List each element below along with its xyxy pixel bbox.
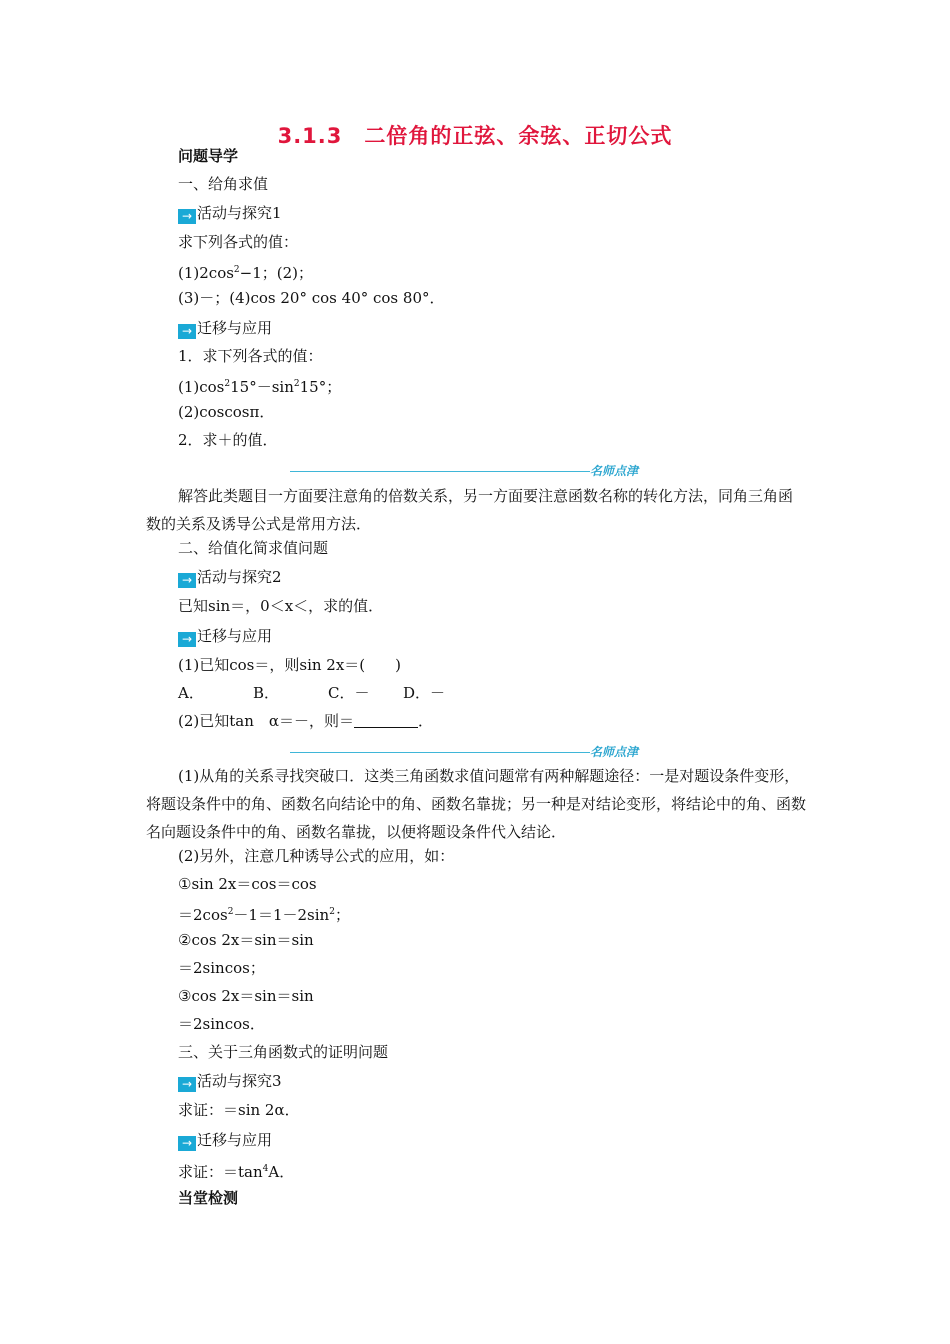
option-a: A． xyxy=(178,684,204,702)
tips-badge: 名师点津 xyxy=(590,745,639,759)
option-c: C．－ xyxy=(328,684,370,702)
section-1-heading: 一、给角求值 xyxy=(178,175,269,193)
section-guide: 问题导学 xyxy=(178,147,239,165)
transfer-3-label: → 迁移与应用 xyxy=(178,1130,272,1151)
option-b: B． xyxy=(253,684,280,702)
arrow-icon: → xyxy=(178,632,196,647)
formula-3: ②cos 2x＝sin＝sin xyxy=(178,931,314,949)
tip-2-para-2: (2)另外，注意几种诱导公式的应用，如： xyxy=(178,847,455,865)
transfer-1-q1: 1．求下列各式的值： xyxy=(178,347,323,365)
transfer-1-q2: 2．求＋的值． xyxy=(178,431,278,449)
activity-2-label: → 活动与探究2 xyxy=(178,567,282,588)
formula-4: ＝2sincos； xyxy=(178,959,265,977)
activity-3-question: 求证：＝sin 2α． xyxy=(178,1101,300,1119)
arrow-icon: → xyxy=(178,209,196,224)
activity-2-question: 已知sin＝，0＜x＜，求的值． xyxy=(178,597,384,615)
tip-1-text: 解答此类题目一方面要注意角的倍数关系，另一方面要注意函数名称的转化方法，同角三角函数的关系及诱导公式是常用方法． xyxy=(146,487,794,533)
transfer-1-line1: $(1)\cos^215^\circ-\sin^215^\circ$； xyxy=(178,378,342,396)
arrow-icon: → xyxy=(178,1136,196,1151)
tip-2-para-1: (1)从角的关系寻找突破口．这类三角函数求值问题常有两种解题途径：一是对题设条件变形，将题设条件中的角、函数名向结论中的角、函数名靠拢；另一种是对结论变形，将结论中的角、函数名向题设条件中的角、函数名靠拢，以便将题设条件代入结论． xyxy=(146,767,807,841)
section-3-heading: 三、关于三角函数式的证明问题 xyxy=(178,1043,389,1061)
transfer-1-label: → 迁移与应用 xyxy=(178,318,272,339)
activity-1-line2: (3)－；(4)cos 20° cos 40° cos 80°． xyxy=(178,289,445,307)
tips-divider-1 xyxy=(290,463,690,479)
transfer-2-q2: (2)已知tan α＝－，则＝ ． xyxy=(178,712,434,730)
transfer-2-options xyxy=(178,683,478,703)
page-title: 3.1.3 二倍角的正弦、余弦、正切公式 xyxy=(277,124,673,148)
transfer-2-label: → 迁移与应用 xyxy=(178,626,272,647)
answer-blank[interactable] xyxy=(354,713,418,728)
tips-badge: 名师点津 xyxy=(590,464,639,478)
arrow-icon: → xyxy=(178,324,196,339)
formula-6: ＝2sincos． xyxy=(178,1015,265,1033)
arrow-icon: → xyxy=(178,573,196,588)
tips-divider-2 xyxy=(290,744,690,760)
transfer-1-line2: (2)coscosπ． xyxy=(178,403,275,421)
activity-1-label: → 活动与探究1 xyxy=(178,203,282,224)
section-2-heading: 二、给值化简求值问题 xyxy=(178,539,329,557)
formula-2: $=2\cos^2-1=1-2\sin^2$； xyxy=(178,906,350,924)
arrow-icon: → xyxy=(178,1077,196,1092)
activity-1-line1: $(1)2\cos^2-1$；(2)； xyxy=(178,264,314,282)
section-check: 当堂检测 xyxy=(178,1189,239,1207)
transfer-2-q1: (1)已知cos＝，则sin 2x＝( ) xyxy=(178,656,402,674)
formula-1: ①sin 2x＝cos＝cos xyxy=(178,875,317,893)
formula-5: ③cos 2x＝sin＝sin xyxy=(178,987,314,1005)
activity-3-label: → 活动与探究3 xyxy=(178,1071,282,1092)
activity-1-question: 求下列各式的值： xyxy=(178,233,299,251)
option-d: D．－ xyxy=(403,684,446,702)
transfer-3-question: 求证：$=\tan^4A$． xyxy=(178,1163,295,1181)
